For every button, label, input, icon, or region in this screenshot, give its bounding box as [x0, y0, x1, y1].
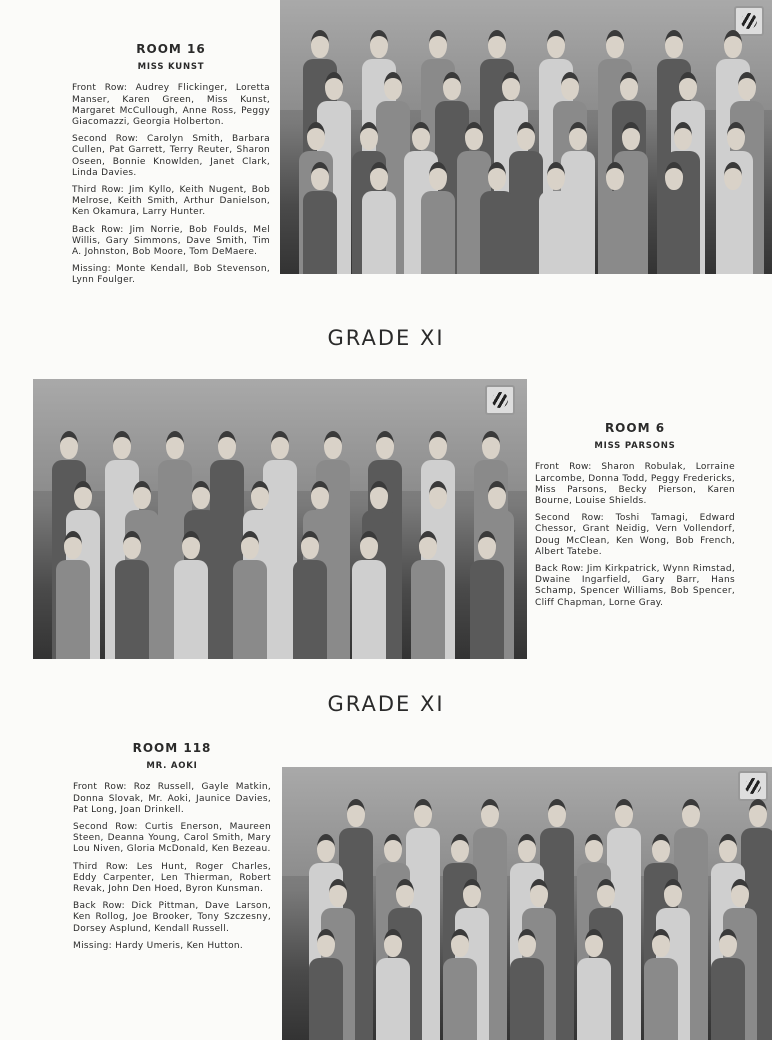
room16-second-row: Second Row: Carolyn Smith, Barbara Cullen, Pat Garrett, Terry Reuter, Sharon Oseen, Bonnie Knowlden, Janet Clark, Linda Davies.	[72, 134, 270, 178]
room6-second-row: Second Row: Toshi Tamagi, Edward Chessor, Grant Neidig, Vern Vollendorf, Doug McClean, Ken Wong, Bob French, Albert Tatebe.	[535, 513, 735, 557]
student-figure	[352, 531, 386, 659]
room16-third-row: Third Row: Jim Kyllo, Keith Nugent, Bob Melrose, Keith Smith, Arthur Danielson, Ken Okamura, Larry Hunter.	[72, 185, 270, 218]
student-figure	[115, 531, 149, 659]
room6-back-row: Back Row: Jim Kirkpatrick, Wynn Rimstad, Dwaine Ingarfield, Gary Barr, Hans Schamp, Spencer Williams, Bob Spencer, Cliff Chapman, Lorne Gray.	[535, 564, 735, 608]
room118-title: ROOM 118	[132, 741, 212, 755]
student-figure	[309, 929, 343, 1040]
room118-front-row: Front Row: Roz Russell, Gayle Matkin, Donna Slovak, Mr. Aoki, Jaunice Davies, Pat Long, Joan Drinkell.	[73, 782, 271, 815]
room16-caption	[72, 44, 270, 293]
room118-missing: Missing: Hardy Umeris, Ken Hutton.	[73, 940, 244, 951]
student-figure	[174, 531, 208, 659]
room118-teacher: MR. AOKI	[146, 761, 198, 772]
student-figure	[510, 929, 544, 1040]
room6-front-row: Front Row: Sharon Robulak, Lorraine Larcombe, Donna Todd, Peggy Fredericks, Miss Parsons, Becky Pierson, Karen Bourne, Louise Shields.	[535, 462, 735, 507]
student-figure	[716, 162, 750, 274]
room16-teacher: MISS KUNST	[137, 62, 205, 73]
student-figure	[443, 929, 477, 1040]
room6-caption	[535, 423, 735, 615]
student-figure	[644, 929, 678, 1040]
student-figure	[539, 162, 573, 274]
room16-missing: Missing: Monte Kendall, Bob Stevenson, Lynn Foulger.	[72, 264, 270, 286]
room6-class-photo	[33, 379, 527, 659]
room118-third-row: Third Row: Les Hunt, Roger Charles, Eddy Carpenter, Len Thierman, Robert Revak, John Den Hoed, Byron Kunsman.	[73, 861, 271, 895]
room16-back-row: Back Row: Jim Norrie, Bob Foulds, Mel Willis, Gary Simmons, Dave Smith, Tim A. Johnston, Bob Moore, Tom DeMaere.	[72, 224, 270, 258]
student-figure	[411, 531, 445, 659]
room6-title: ROOM 6	[604, 421, 666, 435]
grade-heading-1: GRADE XI	[327, 326, 445, 350]
student-figure	[293, 531, 327, 659]
room118-class-photo	[282, 767, 772, 1040]
student-figure	[577, 929, 611, 1040]
student-figure	[233, 531, 267, 659]
room118-second-row: Second Row: Curtis Enerson, Maureen Steen, Deanna Young, Carol Smith, Mary Lou Niven, Gloria McDonald, Ken Bezeau.	[73, 822, 271, 855]
student-figure	[421, 162, 455, 274]
student-figure	[598, 162, 632, 274]
student-figure	[362, 162, 396, 274]
student-figure	[56, 531, 90, 659]
room16-front-row: Front Row: Audrey Flickinger, Loretta Manser, Karen Green, Miss Kunst, Margaret McCullough, Anne Ross, Peggy Giacomazzi, Georgia Holberton.	[72, 83, 270, 128]
student-figure	[480, 162, 514, 274]
room16-title: ROOM 16	[136, 42, 206, 56]
student-figure	[470, 531, 504, 659]
room6-teacher: MISS PARSONS	[594, 441, 676, 452]
room118-caption	[73, 743, 271, 958]
room118-back-row: Back Row: Dick Pittman, Dave Larson, Ken Rollog, Joe Brooker, Tony Szczesny, Dorsey Asplund, Kendall Russell.	[73, 901, 271, 934]
student-figure	[711, 929, 745, 1040]
room16-class-photo	[280, 0, 772, 274]
student-figure	[376, 929, 410, 1040]
grade-heading-2: GRADE XI	[327, 692, 445, 716]
student-figure	[657, 162, 691, 274]
student-figure	[303, 162, 337, 274]
